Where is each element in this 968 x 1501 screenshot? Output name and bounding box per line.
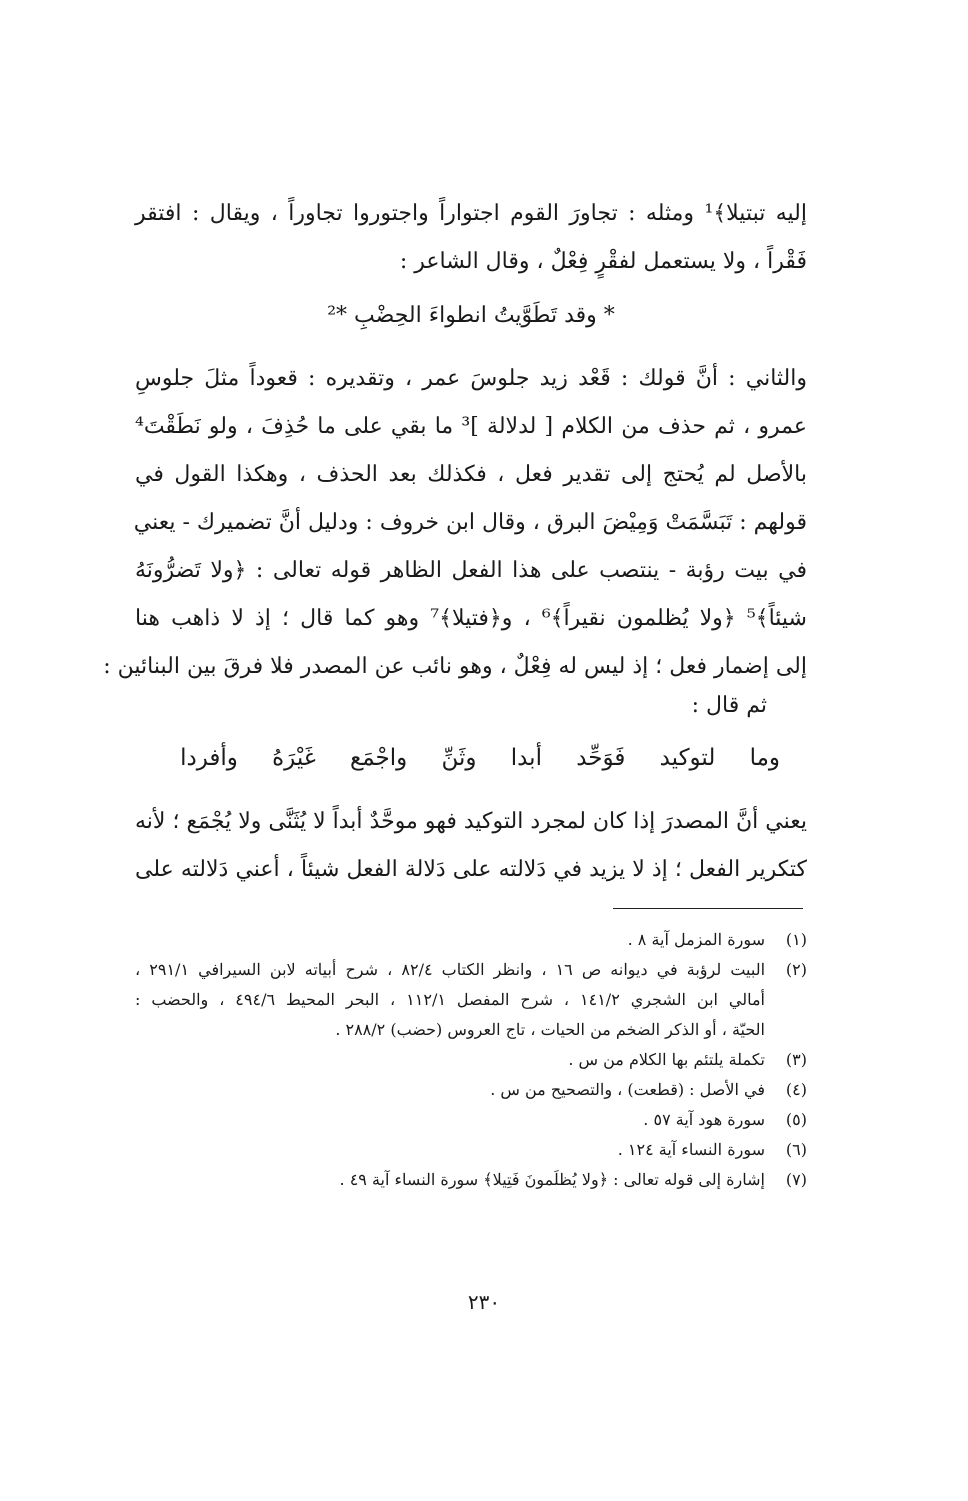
verse-word: غَيْرَهُ [272,745,316,771]
footnote-text: سورة النساء آية ١٢٤ . [617,1140,765,1159]
text-line: شيئاً﴾⁵ ﴿ولا يُظلمون نقيراً﴾⁶ ، و﴿فتيلا﴾⁷ وهو كما قال ؛ إذ لا ذاهب هنا [135,606,807,631]
verse-text: * وقد تَطَوَّيتُ انطواءَ الحِضْبِ *² [327,303,615,328]
footnote-number: (٦) [785,1140,807,1159]
footnotes [135,925,807,1195]
text-line: فَقْراً ، ولا يستعمل لفقْرٍ فِعْلٌ ، وقال الشاعر : [399,249,807,274]
page-number: ٢٣٠ [467,1290,501,1314]
footnote-text: سورة المزمل آية ٨ . [627,930,765,949]
text-line: قولهم : تَبَسَّمَتْ وَمِيْضَ البرق ، وقال ابن خروف : ودليل أنَّ تضميرك - يعني [133,510,807,535]
footnote-number: (٧) [785,1170,807,1189]
verse-word: وما [749,745,780,771]
footnote-divider [613,908,803,909]
footnote-7 [135,1165,807,1195]
footnote-1 [135,925,807,955]
text-line: والثاني : أنَّ قولك : قَعْد زيد جلوسَ عمر ، وتقديره : قعوداً مثلَ جلوسِ [135,366,807,391]
text-line: كتكرير الفعل ؛ إذ لا يزيد في دَلالته على دَلالة الفعل شيئاً ، أعني دَلالته على [135,857,807,882]
verse-line-2 [180,745,780,771]
footnote-5 [135,1105,807,1135]
footnote-4 [135,1075,807,1105]
footnote-number: (٣) [785,1050,807,1069]
verse-line-1 [135,292,807,340]
footnote-6 [135,1135,807,1165]
verse-word: لتوكيد [659,745,716,771]
text-line: ثم قال : [691,693,767,718]
footnote-number: (٢) [785,960,807,979]
verse-word: فَوَحِّد [576,745,626,771]
verse-word: وثَنِّ [441,745,477,771]
footnote-text: تكملة يلتئم بها الكلام من س . [568,1050,765,1069]
footnote-number: (٤) [785,1080,807,1099]
footnote-2 [135,955,807,1045]
footnote-text: الحيّة ، أو الذكر الضخم من الحيات ، تاج العروس (حضب) ٢٨٨/٢ . [335,1020,765,1039]
footnote-text: في الأصل : (قطعت) ، والتصحيح من س . [490,1080,765,1099]
footnote-number: (٥) [785,1110,807,1129]
verse-word: وأفردا [180,745,238,771]
verse-word: واجْمَع [350,745,408,771]
paragraph-2 [103,355,808,691]
paragraph-1 [135,190,807,286]
footnote-number: (١) [785,930,807,949]
text-line: إلى إضمار فعل ؛ إذ ليس له فِعْلٌ ، وهو نائب عن المصدر فلا فرقَ بين البنائين : [103,654,807,679]
text-line: عمرو ، ثم حذف من الكلام [ لدلالة ]³ ما بقي على ما حُذِفَ ، ولو نَطَقْتَ⁴ [135,414,808,439]
footnote-text: إشارة إلى قوله تعالى : ﴿ولا يُظلَمونَ فَتِيلا﴾ سورة النساء آية ٤٩ . [339,1170,765,1189]
footnote-text: البيت لرؤبة في ديوانه ص ١٦ ، وانظر الكتاب ٨٢/٤ ، شرح أبياته لابن السيرافي ٢٩١/١ ، [135,960,766,979]
verse-word: أبدا [510,745,542,771]
text-line: إليه تبتيلا﴾¹ ومثله : تجاورَ القوم اجتواراً واجتوروا تجاوراً ، ويقال : افتقر [135,201,807,226]
paragraph-3 [135,798,807,894]
text-line: بالأصل لم يُحتج إلى تقدير فعل ، فكذلك بعد الحذف ، وهكذا القول في [135,462,807,487]
footnote-3 [135,1045,807,1075]
text-line: يعني أنَّ المصدرَ إذا كان لمجرد التوكيد فهو موحَّدٌ أبداً لا يُثَنَّى ولا يُجْمَع ؛ لأنه [135,809,807,834]
footnote-text: أمالي ابن الشجري ١٤١/٢ ، شرح المفصل ١١٢/١ ، البحر المحيط ٤٩٤/٦ ، والحضب : [135,990,766,1009]
text-line: في بيت رؤبة - ينتصب على هذا الفعل الظاهر قوله تعالى : ﴿ولا تَضرُّونَهُ [135,558,807,583]
then-he-said [135,682,807,730]
footnote-text: سورة هود آية ٥٧ . [643,1110,765,1129]
